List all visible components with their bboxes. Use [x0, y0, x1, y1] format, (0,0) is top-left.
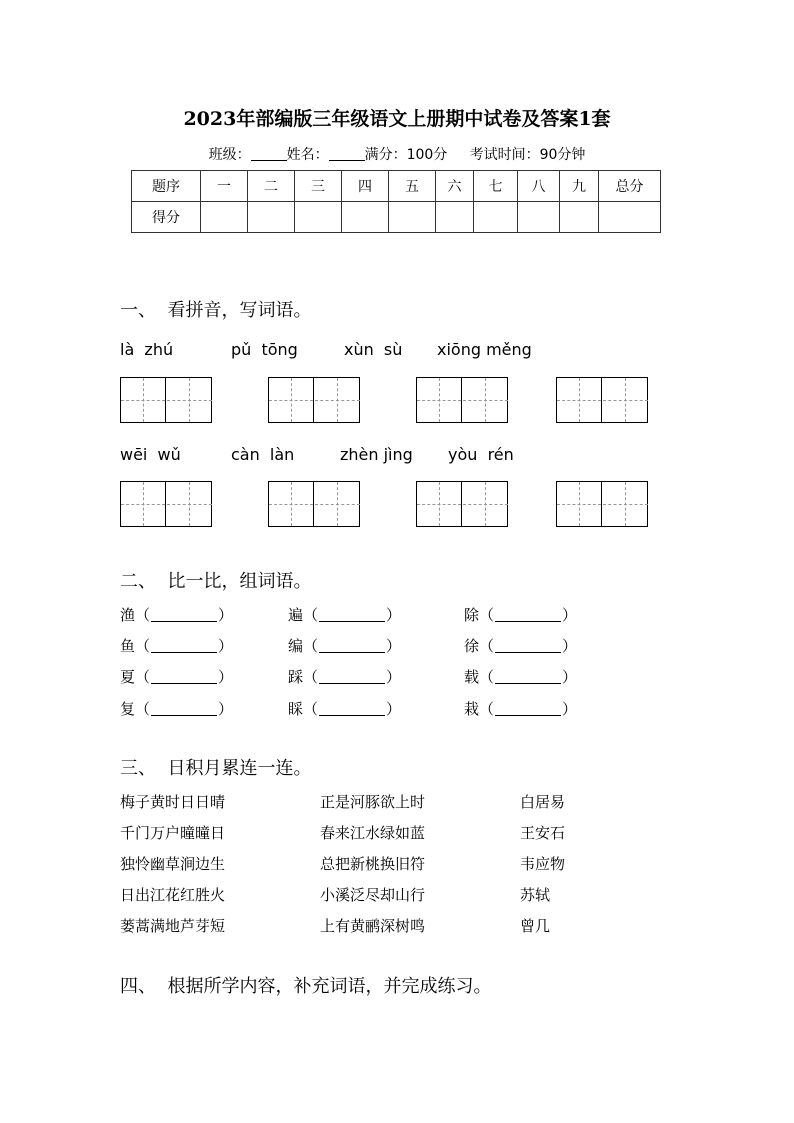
- answer-blank[interactable]: [495, 638, 561, 653]
- exam-time: 考试时间：90分钟: [469, 147, 586, 163]
- compare-char: 栽: [464, 700, 480, 718]
- table-cell: 三: [295, 171, 342, 202]
- compare-item[interactable]: [464, 666, 577, 687]
- name-blank[interactable]: [329, 146, 365, 161]
- compare-item[interactable]: [120, 666, 233, 687]
- table-cell: 八: [518, 171, 560, 202]
- paren-open: （: [479, 637, 495, 655]
- compare-char: 编: [288, 637, 304, 655]
- paren-close: ）: [386, 668, 402, 686]
- paren-open: （: [303, 700, 319, 718]
- table-cell: 七: [474, 171, 518, 202]
- poet-name[interactable]: 王安石: [520, 824, 566, 842]
- paren-close: ）: [218, 668, 234, 686]
- poet-name[interactable]: 韦应物: [520, 855, 566, 873]
- paren-open: （: [303, 606, 319, 624]
- poem-line[interactable]: 总把新桃换旧符: [320, 855, 426, 873]
- paren-open: （: [479, 668, 495, 686]
- pinyin-2-4: yòu rén: [448, 445, 514, 464]
- paren-open: （: [135, 606, 151, 624]
- score-input-cell[interactable]: [518, 202, 560, 233]
- paren-open: （: [135, 700, 151, 718]
- paren-close: ）: [562, 668, 578, 686]
- answer-blank[interactable]: [151, 701, 217, 716]
- table-cell: 得分: [132, 202, 201, 233]
- paren-close: ）: [562, 606, 578, 624]
- compare-item[interactable]: [464, 635, 577, 656]
- compare-item[interactable]: [120, 698, 233, 719]
- compare-char: 除: [464, 606, 480, 624]
- poem-line[interactable]: 上有黄鹂深树鸣: [320, 917, 426, 935]
- table-cell: 四: [342, 171, 389, 202]
- paren-close: ）: [218, 700, 234, 718]
- pinyin-1-1: là zhú: [120, 340, 174, 359]
- writing-box[interactable]: [556, 481, 648, 527]
- poem-line[interactable]: 正是河豚欲上时: [320, 793, 426, 811]
- poem-line[interactable]: 小溪泛尽却山行: [320, 886, 426, 904]
- compare-char: 徐: [464, 637, 480, 655]
- score-input-cell[interactable]: [474, 202, 518, 233]
- paren-close: ）: [386, 700, 402, 718]
- table-cell: 题序: [132, 171, 201, 202]
- score-input-cell[interactable]: [342, 202, 389, 233]
- pinyin-1-2: pǔ tōng: [231, 340, 298, 359]
- compare-char: 遍: [288, 606, 304, 624]
- section4-title: 四、 根据所学内容，补充词语，并完成练习。: [120, 976, 492, 997]
- score-input-cell[interactable]: [248, 202, 295, 233]
- paren-open: （: [479, 606, 495, 624]
- compare-char: 夏: [120, 668, 136, 686]
- section2-title: 二、 比一比，组词语。: [120, 571, 312, 592]
- poet-name[interactable]: 苏轼: [520, 886, 551, 904]
- compare-item[interactable]: [288, 698, 401, 719]
- score-table: [131, 170, 661, 233]
- paren-open: （: [479, 700, 495, 718]
- pinyin-2-1: wēi wǔ: [120, 445, 181, 464]
- pinyin-2-2: càn làn: [231, 445, 295, 464]
- poet-name[interactable]: 曾几: [520, 917, 551, 935]
- compare-char: 渔: [120, 606, 136, 624]
- poem-line[interactable]: 蒌蒿满地芦芽短: [120, 917, 226, 935]
- pinyin-1-3: xùn sù: [344, 340, 403, 359]
- section3-title: 三、 日积月累连一连。: [120, 758, 312, 779]
- paren-open: （: [303, 637, 319, 655]
- answer-blank[interactable]: [151, 607, 217, 622]
- table-cell: 一: [201, 171, 248, 202]
- score-input-cell[interactable]: [389, 202, 436, 233]
- poet-name[interactable]: 白居易: [520, 793, 566, 811]
- page-title: 2023年部编版三年级语文上册期中试卷及答案1套: [183, 108, 611, 130]
- pinyin-2-3: zhèn jìng: [340, 445, 413, 464]
- writing-box[interactable]: [268, 377, 360, 423]
- class-blank[interactable]: [251, 146, 287, 161]
- compare-char: 载: [464, 668, 480, 686]
- paren-close: ）: [562, 700, 578, 718]
- section1-title: 一、 看拼音，写词语。: [120, 300, 312, 321]
- compare-item[interactable]: [120, 635, 233, 656]
- poem-line[interactable]: 日出江花红胜火: [120, 886, 226, 904]
- paren-open: （: [135, 668, 151, 686]
- answer-blank[interactable]: [495, 701, 561, 716]
- exam-info: [0, 144, 794, 164]
- score-input-cell[interactable]: [295, 202, 342, 233]
- full-score: 满分：100分: [364, 147, 448, 163]
- paren-close: ）: [386, 637, 402, 655]
- poem-line[interactable]: 春来江水绿如蓝: [320, 824, 426, 842]
- poem-line[interactable]: 千门万户曈曈日: [120, 824, 226, 842]
- compare-item[interactable]: [120, 604, 233, 625]
- answer-blank[interactable]: [495, 669, 561, 684]
- paren-open: （: [135, 637, 151, 655]
- compare-item[interactable]: [288, 666, 401, 687]
- answer-blank[interactable]: [151, 638, 217, 653]
- table-cell: 五: [389, 171, 436, 202]
- compare-item[interactable]: [288, 604, 401, 625]
- poem-line[interactable]: 梅子黄时日日晴: [120, 793, 226, 811]
- poem-line[interactable]: 独怜幽草涧边生: [120, 855, 226, 873]
- compare-item[interactable]: [288, 635, 401, 656]
- answer-blank[interactable]: [319, 669, 385, 684]
- writing-box[interactable]: [416, 377, 508, 423]
- paren-close: ）: [562, 637, 578, 655]
- paren-close: ）: [386, 606, 402, 624]
- compare-item[interactable]: [464, 698, 577, 719]
- answer-blank[interactable]: [319, 638, 385, 653]
- answer-blank[interactable]: [495, 607, 561, 622]
- class-label: 班级：: [208, 147, 251, 163]
- answer-blank[interactable]: [319, 701, 385, 716]
- writing-box[interactable]: [120, 481, 212, 527]
- answer-blank[interactable]: [151, 669, 217, 684]
- compare-item[interactable]: [464, 604, 577, 625]
- writing-box[interactable]: [416, 481, 508, 527]
- score-input-cell[interactable]: [560, 202, 599, 233]
- compare-char: 睬: [288, 700, 304, 718]
- table-cell: 六: [436, 171, 474, 202]
- compare-char: 踩: [288, 668, 304, 686]
- paren-close: ）: [218, 637, 234, 655]
- score-table-header-row: [132, 171, 661, 202]
- table-cell: 二: [248, 171, 295, 202]
- paren-close: ）: [218, 606, 234, 624]
- writing-box[interactable]: [268, 481, 360, 527]
- compare-char: 鱼: [120, 637, 136, 655]
- score-table-score-row: [132, 202, 661, 233]
- answer-blank[interactable]: [319, 607, 385, 622]
- score-input-cell[interactable]: [436, 202, 474, 233]
- pinyin-1-4: xiōng měng: [437, 340, 532, 359]
- table-cell: 九: [560, 171, 599, 202]
- score-input-cell[interactable]: [201, 202, 248, 233]
- table-cell: 总分: [599, 171, 661, 202]
- writing-box[interactable]: [120, 377, 212, 423]
- score-input-cell[interactable]: [599, 202, 661, 233]
- paren-open: （: [303, 668, 319, 686]
- name-label: 姓名：: [286, 147, 329, 163]
- compare-char: 复: [120, 700, 136, 718]
- writing-box[interactable]: [556, 377, 648, 423]
